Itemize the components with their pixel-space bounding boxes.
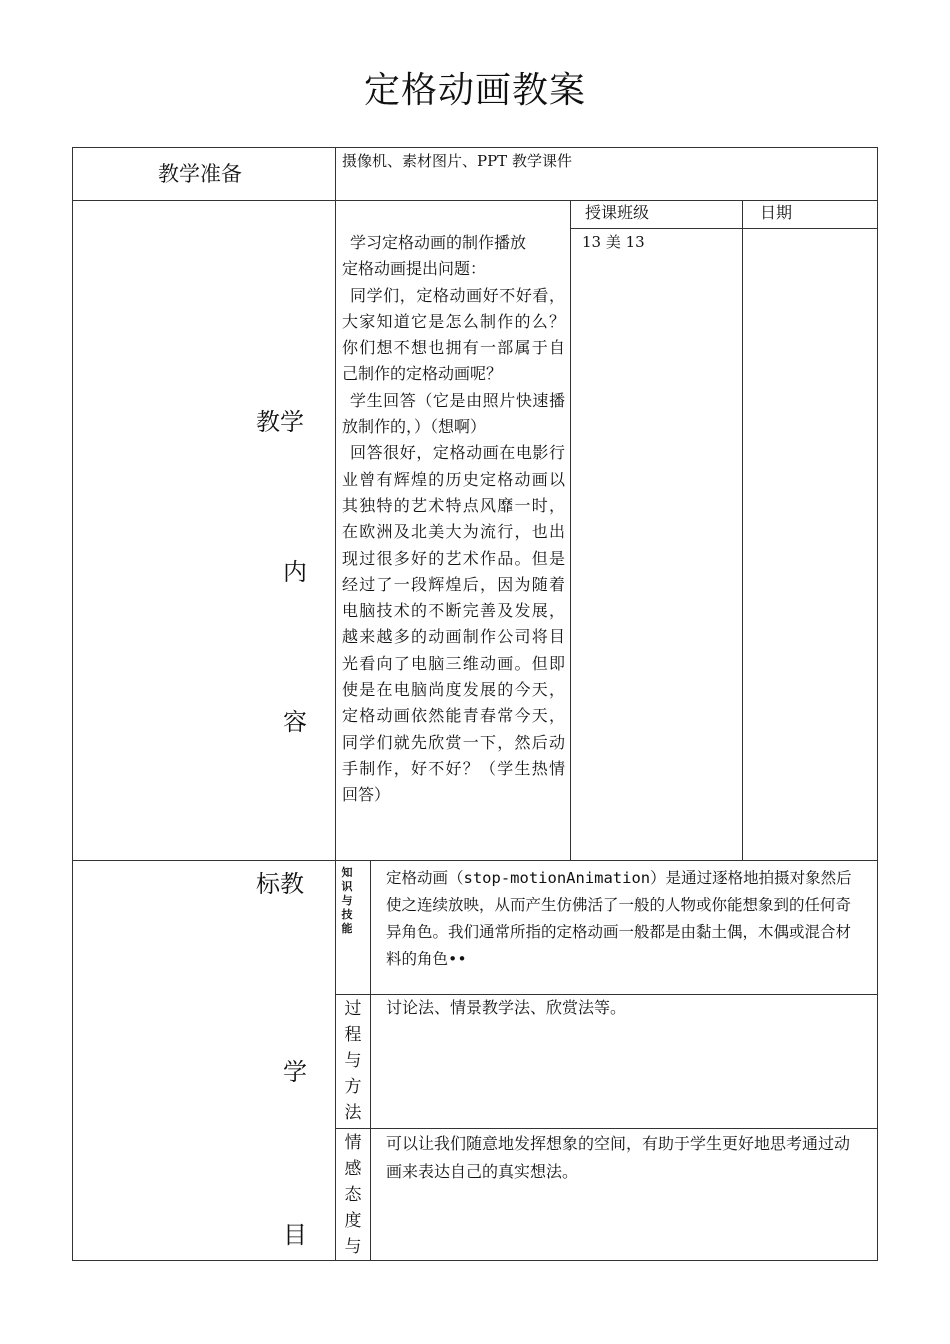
sublabel-char: 程: [344, 1025, 362, 1045]
page-title: 定格动画教案: [363, 70, 586, 111]
sublabel-emotion-attitude: [343, 1130, 363, 1260]
content-text: [342, 230, 565, 809]
content-label-1: 教学: [256, 408, 304, 436]
class-value: 13 美 13: [582, 233, 645, 251]
content-paragraph-5: 回答很好，定格动画在电影行业曾有辉煌的历史定格动画以其独特的艺术特点风靡一时，在欧洲及北美大为流行，也出现过很多好的艺术作品。但是经过了一段辉煌后，因为随着电脑技术的不断完善及发展，越来越多的动画制作公司将目光看向了电脑三维动画。但即使是在电脑尚度发展的今天，定格动画依然能青春常今天，同学们就先欣赏一下，然后动手制作，好不好？（学生热情回答）: [342, 443, 565, 805]
sublabel-char: 度: [344, 1211, 362, 1231]
sublabel-char: 态: [344, 1185, 362, 1205]
date-header: 日期: [760, 203, 793, 222]
col-divider-label: [335, 147, 336, 1261]
class-header: 授课班级: [585, 203, 650, 222]
content-label-2: 内: [283, 558, 307, 586]
row-divider-objective-2: [336, 1128, 878, 1129]
sublabel-char: 与: [341, 894, 353, 907]
objective-emotion-text: 可以让我们随意地发挥想象的空间，有助于学生更好地思考通过动画来表达自己的真实想法。: [386, 1134, 851, 1181]
content-paragraph-1: 学习定格动画的制作播放: [350, 233, 527, 252]
objectives-label-1: 标教: [256, 870, 304, 898]
sublabel-char: 法: [344, 1103, 362, 1123]
objective-knowledge-text: 定格动画（stop-motionAnimation）是通过逐格地拍摄对象然后使之连续放映，从而产生仿佛活了一般的人物或你能想象到的任何奇异角色。我们通常所指的定格动画一般都是由黏土偶，木偶或混合材料的角色••: [386, 869, 852, 968]
content-paragraph-2: 定格动画提出问题：: [342, 259, 487, 279]
sublabel-char: 与: [344, 1237, 362, 1257]
content-paragraph-3: 同学们，定格动画好不好看，大家知道它是怎么制作的么？你们想不想也拥有一部属于自己制作的定格动画呢？: [342, 285, 565, 384]
sublabel-process-method: [343, 996, 363, 1126]
sublabel-char: 情: [344, 1133, 362, 1153]
col-divider-date: [742, 200, 743, 860]
sublabel-char: 能: [341, 922, 353, 935]
row-divider-content: [72, 860, 878, 861]
objective-process-text: 讨论法、情景教学法、欣赏法等。: [386, 998, 627, 1017]
col-divider-class: [570, 200, 571, 860]
prep-value: 摄像机、素材图片、PPT 教学课件: [342, 152, 572, 170]
sublabel-char: 与: [344, 1051, 362, 1071]
content-paragraph-4: 学生回答（它是由照片快速播放制作的，）（想啊）: [342, 390, 565, 437]
sublabel-char: 技: [341, 908, 353, 921]
prep-label: 教学准备: [158, 162, 242, 186]
sublabel-char: 感: [344, 1159, 362, 1179]
sublabel-char: 过: [344, 999, 362, 1019]
col-divider-sublabel: [370, 860, 371, 1261]
content-label-3: 容: [283, 708, 307, 736]
sublabel-knowledge-skills: [340, 866, 354, 936]
row-divider-prep: [72, 200, 878, 201]
sublabel-char: 识: [341, 880, 353, 893]
objectives-label-2: 学: [283, 1058, 307, 1086]
objectives-label-3: 目: [283, 1221, 307, 1249]
sublabel-char: 知: [341, 866, 353, 879]
sublabel-char: 方: [344, 1077, 362, 1097]
